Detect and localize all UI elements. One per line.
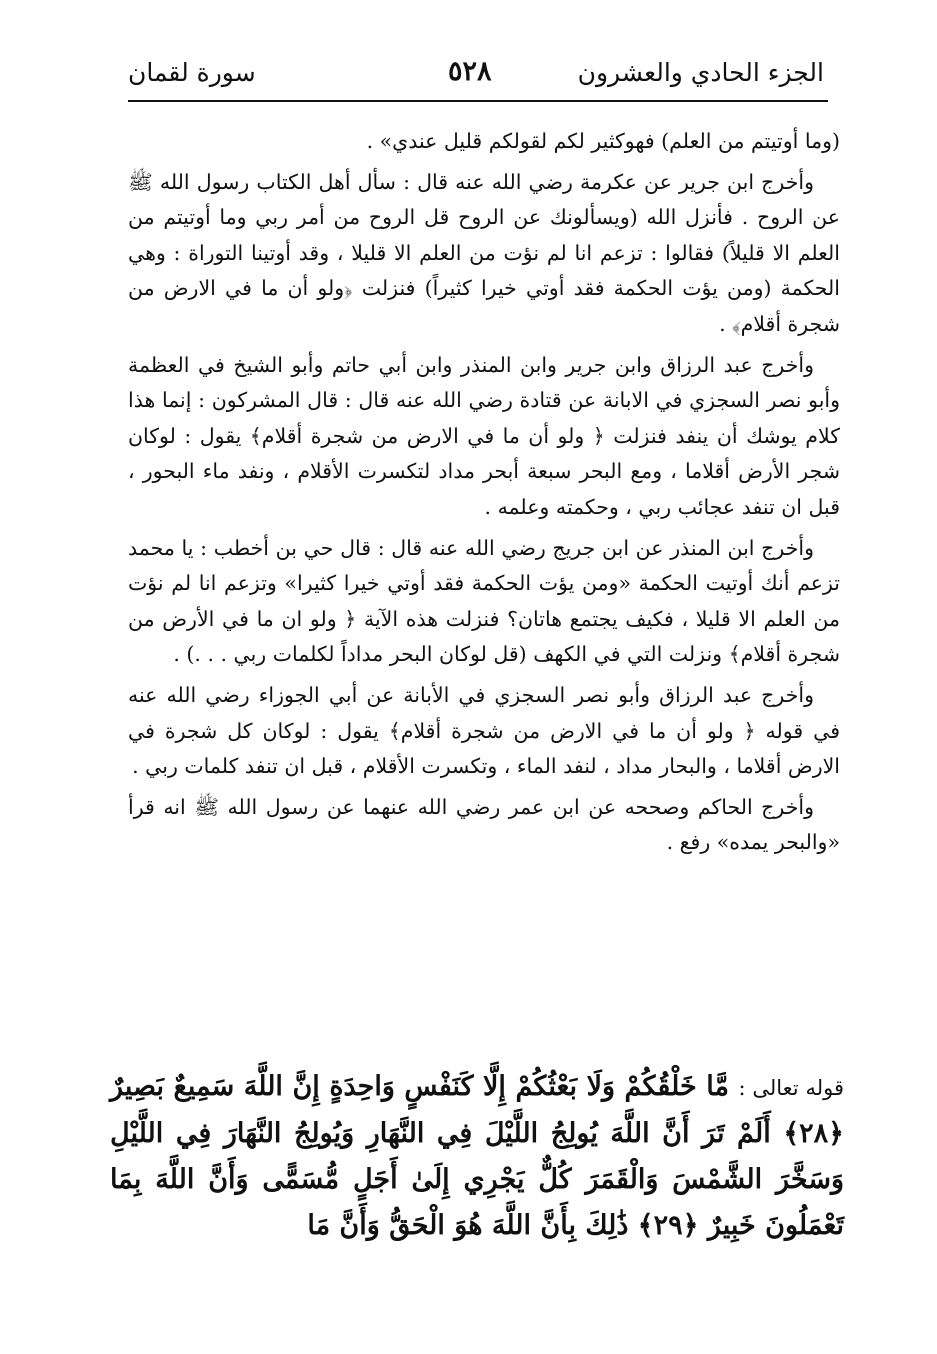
page-header: [128, 52, 824, 96]
paragraph: وأخرج عبد الرزاق وأبو نصر السجزي في الأبانة عن أبي الجوزاء رضي الله عنه في قوله ﴿ ولو أن ما في الارض من شجرة أقلام﴾ يقول : لوكان كل شجرة في الارض أقلاما ، والبحار مداد ، لنفد الماء ، وتكسرت الأقلام ، قبل ان تنفد كلمات ربي .: [128, 682, 840, 779]
quran-verses: [110, 1064, 844, 1249]
page-number: ٥٢٨: [448, 56, 492, 87]
verse-text: مَّا خَلْقُكُمْ وَلَا بَعْثُكُمْ إِلَّا كَنَفْسٍ وَاحِدَةٍ إِنَّ اللَّهَ سَمِيعٌ بَصِيرٌ ﴿٢٨﴾ أَلَمْ تَرَ أَنَّ اللَّهَ يُولِجُ اللَّيْلَ فِي النَّهَارِ وَيُولِجُ النَّهَارَ فِي اللَّيْلِ وَسَخَّرَ الشَّمْسَ وَالْقَمَرَ كُلٌّ يَجْرِي إِلَىٰ أَجَلٍ مُّسَمًّى وَأَنَّ اللَّهَ بِمَا تَعْمَلُونَ خَبِيرٌ ﴿٢٩﴾ ذَٰلِكَ بِأَنَّ اللَّهَ هُوَ الْحَقُّ وَأَنَّ مَا: [110, 1071, 844, 1241]
paragraph: (وما أوتيتم من العلم) فهوكثير لكم لقولكم قليل عندي» .: [366, 129, 840, 153]
commentary-text: [128, 124, 840, 861]
paragraph: وأخرج الحاكم وصححه عن ابن عمر رضي الله عنهما عن رسول الله ﷺ انه قرأ «والبحر يمده» رفع .: [128, 794, 840, 855]
paragraph: وأخرج ابن المنذر عن ابن جريج رضي الله عنه قال : قال حي بن أخطب : يا محمد تزعم أنك أوتيت الحكمة «ومن يؤت الحكمة فقد أوتي خيرا كثيرا» وتزعم انا لم نؤت من العلم الا قليلا ، فكيف يجتمع هاتان؟ فنزلت هذه الآية ﴿ ولو ان ما في الأرض من شجرة أقلام﴾ ونزلت التي في الكهف (قل لوكان البحر مداداً لكلمات ربي . . .) .: [128, 535, 840, 667]
juz-title: الجزء الحادي والعشرون: [577, 58, 824, 87]
verse-intro: قوله تعالى :: [738, 1076, 844, 1100]
paragraph: وأخرج عبد الرزاق وابن جرير وابن المنذر وابن أبي حاتم وأبو الشيخ في العظمة وأبو نصر السجزي في الابانة عن قتادة رضي الله عنه قال : قال المشركون : إنما هذا كلام يوشك أن ينفد فنزلت ﴿ ولو أن ما في الارض من شجرة أقلام﴾ يقول : لوكان شجر الأرض أقلاما ، ومع البحر سبعة أبحر مداد لتكسرت الأقلام ، ونفد ماء البحور ، قبل ان تنفد عجائب ربي ، وحكمته وعلمه .: [128, 352, 840, 519]
paragraph: وأخرج ابن جرير عن عكرمة رضي الله عنه قال : سأل أهل الكتاب رسول الله ﷺ عن الروح . فأنزل الله (ويسألونك عن الروح قل الروح من أمر ربي وما أوتيتم من العلم الا قليلاً) فقالوا : تزعم انا لم نؤت من العلم الا قليلا ، وقد أوتينا التوراة : وهي الحكمة (ومن يؤت الحكمة فقد أوتي خيرا كثيراً) فنزلت ﴿ولو أن ما في الارض من شجرة أقلام﴾ .: [128, 169, 840, 336]
surah-title: سورة لقمان: [128, 58, 256, 87]
header-rule: [128, 100, 828, 102]
